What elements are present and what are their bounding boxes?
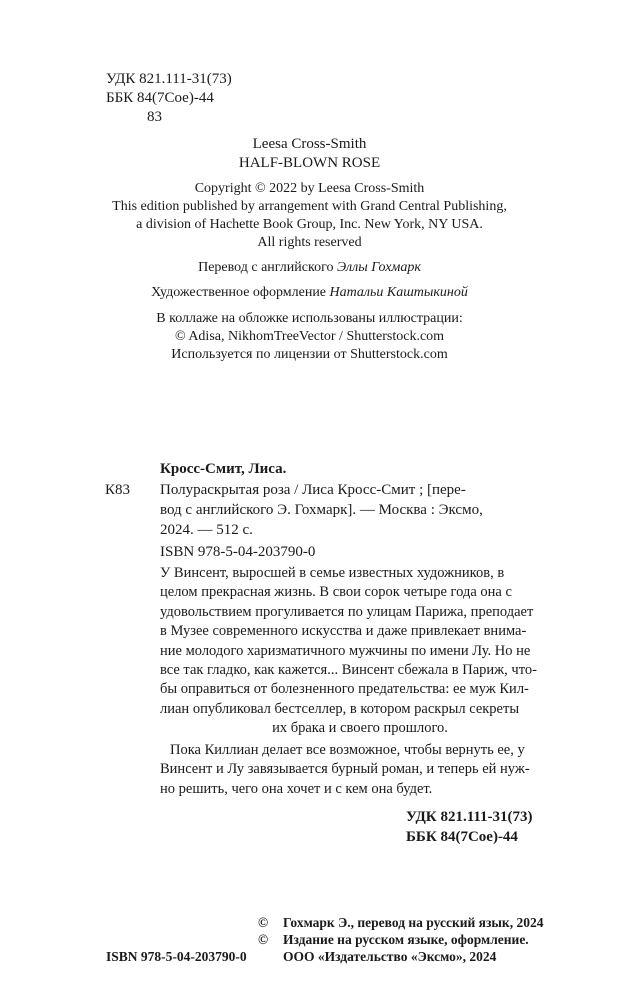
annotation-line: удовольствием прогуливается по улицам Парижа, преподает <box>160 603 534 620</box>
annotation-line: бы оправиться от болезненного предательства: ее муж Кил- <box>160 681 529 698</box>
udk-code-top: УДК 821.111-31(73) <box>106 71 232 87</box>
annotation-line: все так гладко, как кажется... Винсент сбежала в Париж, что- <box>160 662 537 679</box>
author-mark-top: 83 <box>147 109 162 125</box>
annotation-line: У Винсент, выросшей в семье известных художников, в <box>160 565 505 581</box>
edition-line-2: a division of Hachette Book Group, Inc. New York, NY USA. <box>136 217 483 232</box>
annotation-line: целом прекрасная жизнь. В свои сорок четыре года она с <box>160 584 512 601</box>
footer-isbn: ISBN 978-5-04-203790-0 <box>106 949 247 964</box>
annotation-line: лиан опубликовал бестселлер, в котором раскрыл секреты <box>160 700 520 717</box>
annotation-line: ние молодого харизматичного мужчины по имени Лу. Но не <box>160 642 531 659</box>
annotation-line: в Музее современного искусства и даже привлекает внима- <box>160 623 527 640</box>
catalog-isbn: ISBN 978-5-04-203790-0 <box>160 544 316 560</box>
annotation-paragraph-2 <box>160 741 560 799</box>
translation-credit <box>0 259 619 278</box>
copyright-line: Copyright © 2022 by Leesa Cross-Smith <box>194 181 425 196</box>
catalog-code: К83 <box>105 482 131 498</box>
copyright-symbol-edition: © <box>258 932 269 947</box>
bbk-code-top: ББК 84(7Сое)-44 <box>106 90 214 106</box>
catalog-description-line-1: Полураскрытая роза / Лиса Кросс-Смит ; [пере- <box>160 482 466 498</box>
annotation-line: но решить, чего она хочет и с кем она будет. <box>160 780 433 797</box>
translator-name: Эллы Гохмарк <box>336 260 421 275</box>
annotation-paragraph-1 <box>160 564 560 739</box>
original-author: Leesa Cross-Smith <box>252 136 367 152</box>
designer-name: Натальи Каштыкиной <box>329 285 468 300</box>
catalog-description-line-2: вод с английского Э. Гохмарк]. — Москва : Эксмо, <box>160 502 483 518</box>
annotation-line: Винсент и Лу завязывается бурный роман, и теперь ей нуж- <box>160 761 530 778</box>
original-title: HALF-BLOWN ROSE <box>238 155 381 171</box>
design-credit <box>0 284 619 303</box>
copyright-edition: Издание на русском языке, оформление. <box>283 932 529 947</box>
translation-prefix: Перевод с английского <box>198 260 337 275</box>
cover-credit-line-2: © Adisa, NikhomTreeVector / Shutterstock.com <box>174 329 445 344</box>
copyright-symbol-translation: © <box>258 915 269 930</box>
udk-code-bottom: УДК 821.111-31(73) <box>406 809 533 825</box>
bbk-code-bottom: ББК 84(7Сое)-44 <box>406 829 518 845</box>
rights-line: All rights reserved <box>257 235 362 250</box>
edition-line-1: This edition published by arrangement with Grand Central Publishing, <box>112 199 507 214</box>
cover-credit-line-1: В коллаже на обложке использованы иллюстрации: <box>156 311 463 326</box>
publisher-copyright: ООО «Издательство «Эксмо», 2024 <box>283 949 497 964</box>
annotation-line: Пока Киллиан делает все возможное, чтобы вернуть ее, у <box>170 742 525 758</box>
copyright-translation: Гохмарк Э., перевод на русский язык, 2024 <box>283 915 544 930</box>
cover-credit-line-3: Используется по лицензии от Shutterstock.com <box>171 347 448 362</box>
catalog-heading: Кросс-Смит, Лиса. <box>160 461 287 477</box>
design-prefix: Художественное оформление <box>151 285 330 300</box>
annotation-line: их брака и своего прошлого. <box>272 720 448 737</box>
catalog-description-line-3: 2024. — 512 с. <box>160 522 253 538</box>
